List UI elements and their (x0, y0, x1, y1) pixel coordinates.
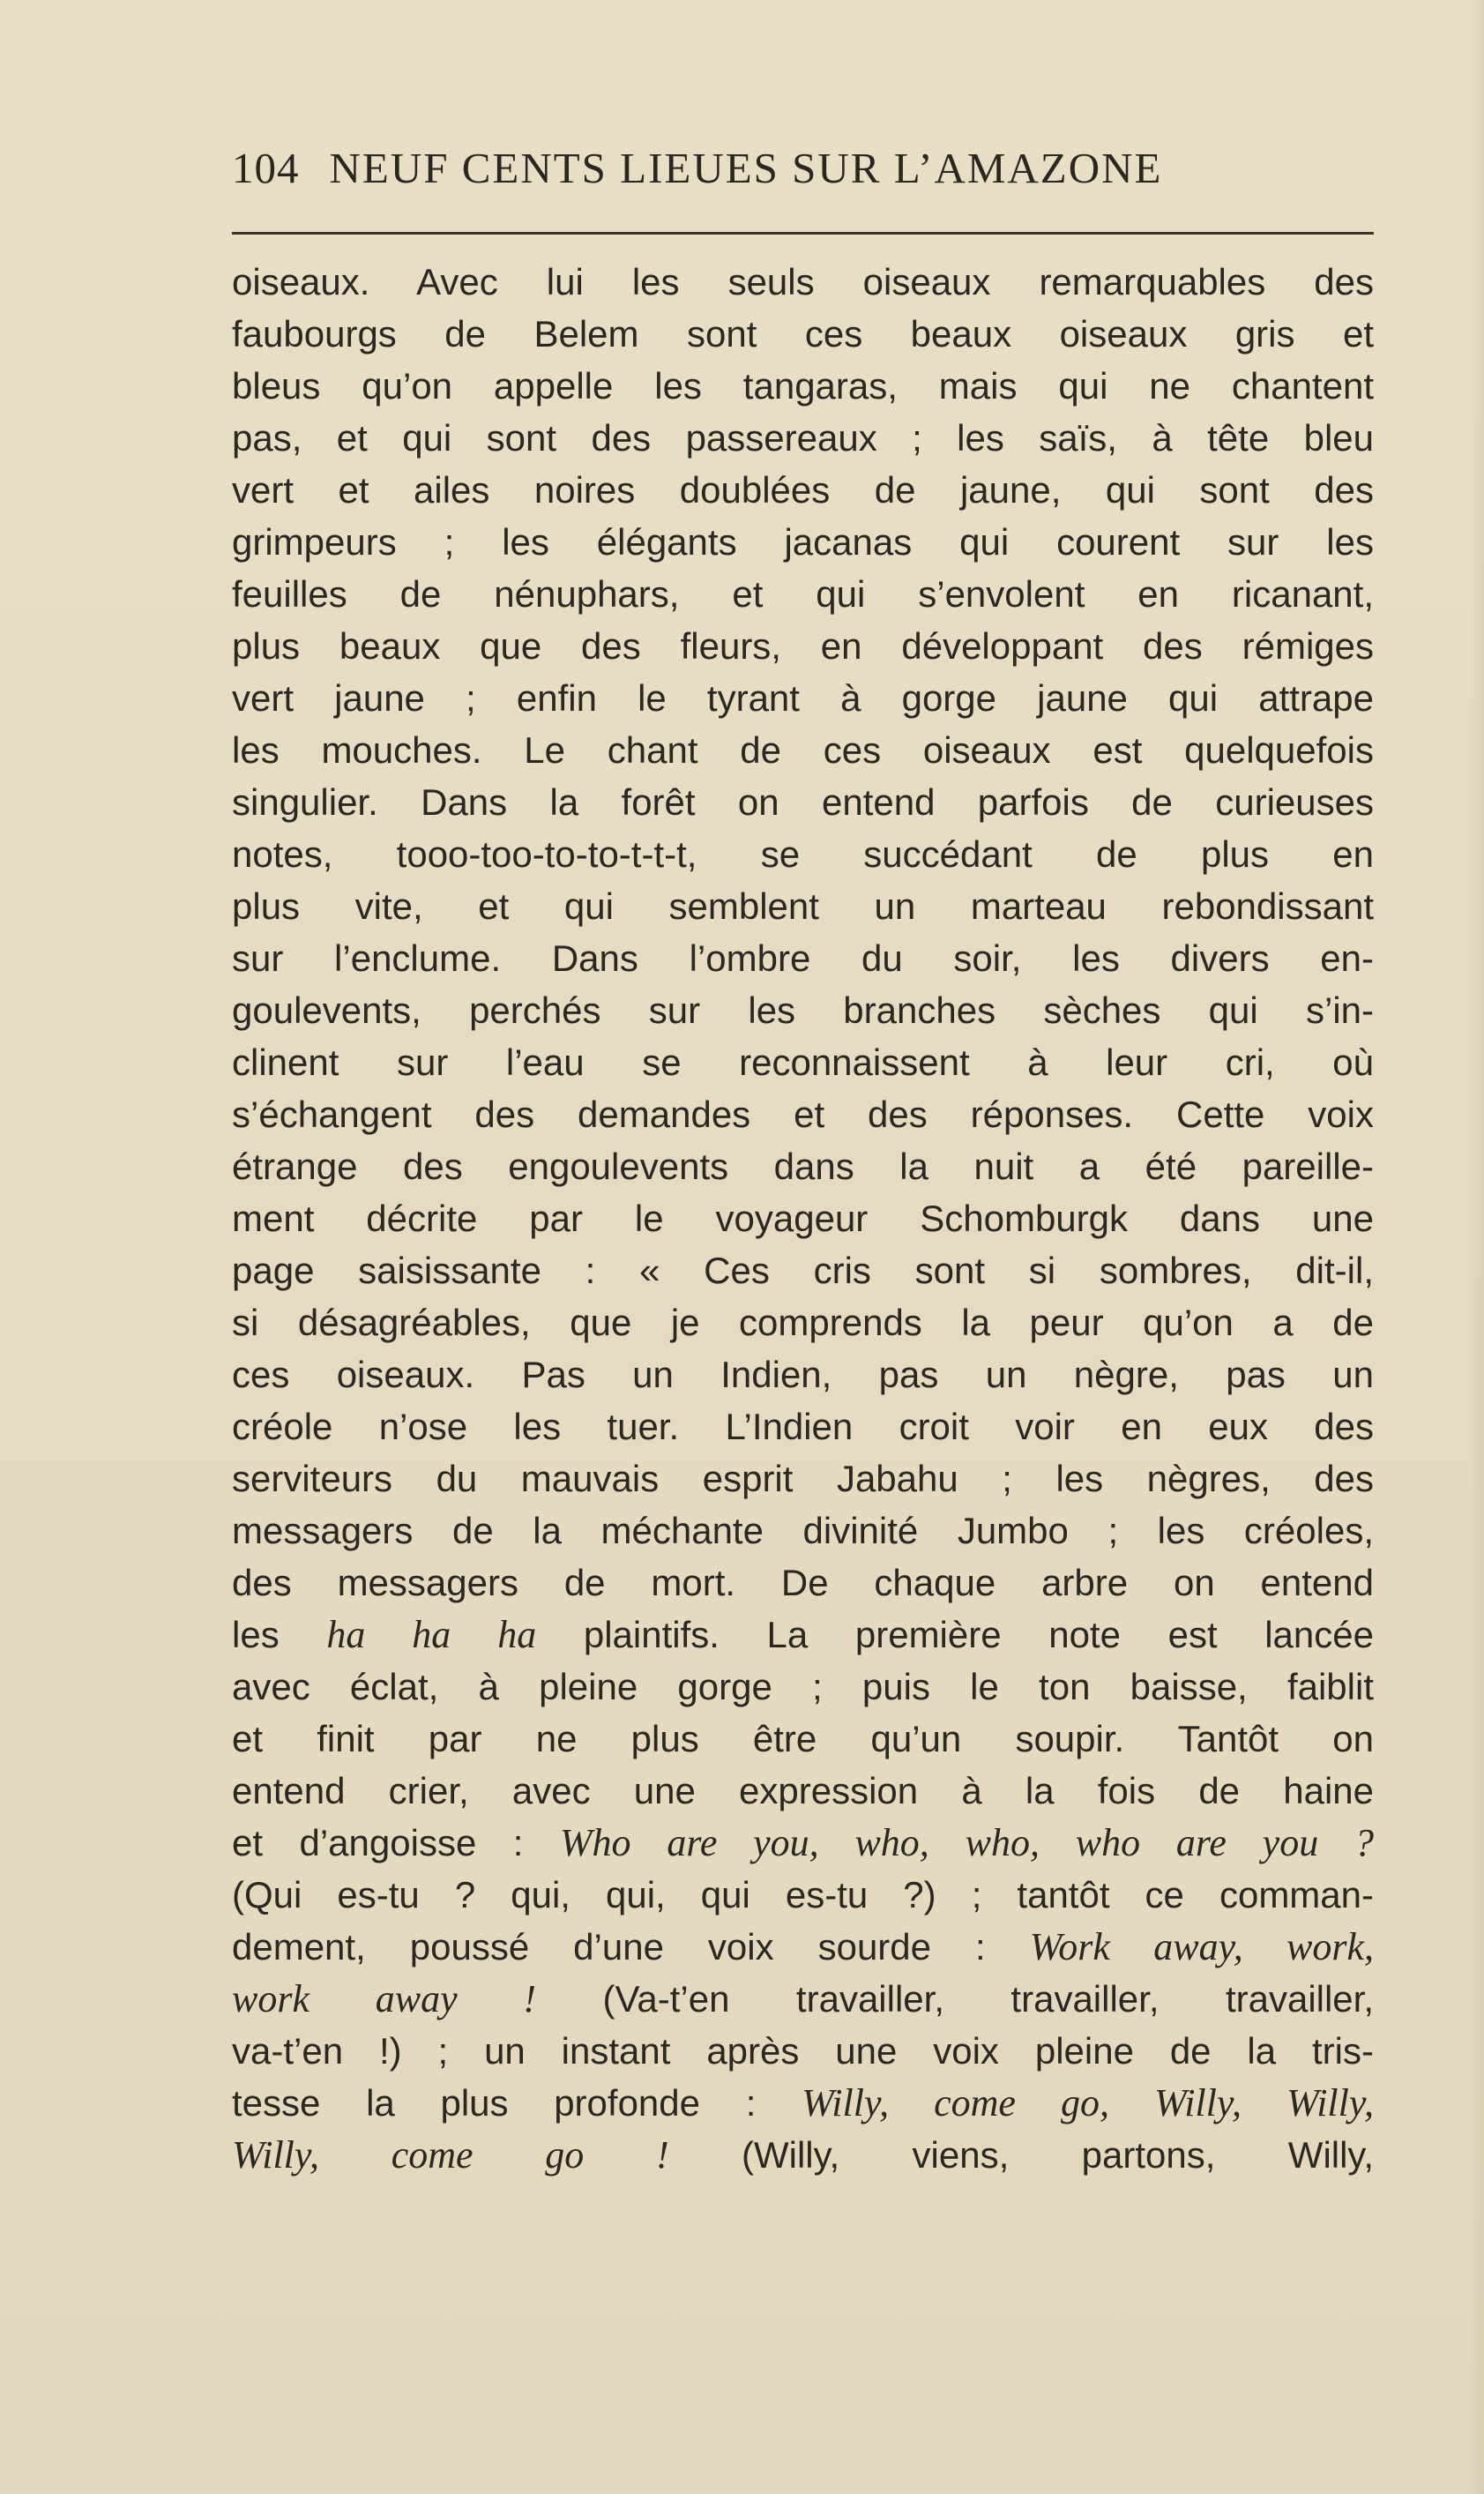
text-line: clinent sur l’eau se reconnaissent à leur cri, où (232, 1042, 1374, 1083)
text-line: si désagréables, que je comprends la peur qu’on a de (232, 1302, 1374, 1343)
text-line: oiseaux. Avec lui les seuls oiseaux remarquables des (232, 261, 1374, 302)
text-line: grimpeurs ; les élégants jacanas qui courent sur les (232, 521, 1374, 563)
italic-run: Work away, work, (1029, 1925, 1374, 1968)
text-line: ment décrite par le voyageur Schomburgk dans une (232, 1198, 1374, 1239)
text-line: messagers de la méchante divinité Jumbo ; les créoles, (232, 1510, 1374, 1551)
text-line-who (232, 1817, 1374, 1869)
text-line: bleus qu’on appelle les tangaras, mais qui ne chantent (232, 365, 1374, 407)
text-line-haha (232, 1609, 1374, 1661)
text-line: notes, tooo-too-to-to-t-t-t, se succédant de plus en (232, 833, 1374, 875)
text-line: page saisissante : « Ces cris sont si sombres, dit-il, (232, 1250, 1374, 1291)
text-line: plus vite, et qui semblent un marteau rebondissant (232, 885, 1374, 927)
text-run: dement, poussé d’une voix sourde : (232, 1926, 1030, 1968)
text-line: des messagers de mort. De chaque arbre on entend (232, 1562, 1374, 1603)
text-run: tesse la plus profonde : (232, 2082, 802, 2124)
text-line: sur l’enclume. Dans l’ombre du soir, les divers en- (232, 937, 1374, 979)
text-run: (Willy, viens, partons, Willy, (668, 2134, 1374, 2176)
page-number: 104 (232, 144, 300, 192)
body-text (232, 256, 1374, 2181)
text-line: singulier. Dans la forêt on entend parfois de curieuses (232, 781, 1374, 823)
text-line: serviteurs du mauvais esprit Jabahu ; les nègres, des (232, 1458, 1374, 1499)
text-line: plus beaux que des fleurs, en développant des rémiges (232, 625, 1374, 667)
text-run: (Va-t’en travailler, travailler, travailler, (536, 1978, 1374, 2020)
page-header (232, 143, 1374, 213)
text-line: créole n’ose les tuer. L’Indien croit voir en eux des (232, 1406, 1374, 1447)
italic-run: work away ! (232, 1977, 537, 2020)
text-line: entend crier, avec une expression à la fois de haine (232, 1770, 1374, 1811)
text-line: pas, et qui sont des passereaux ; les saïs, à tête bleu (232, 417, 1374, 459)
page-edge-shadow (1468, 0, 1484, 2494)
text-line: goulevents, perchés sur les branches sèches qui s’in- (232, 989, 1374, 1031)
text-line: vert jaune ; enfin le tyrant à gorge jaune qui attrape (232, 677, 1374, 719)
text-line-work1 (232, 1921, 1374, 1973)
text-run: et d’angoisse : (232, 1822, 560, 1863)
text-line: vert et ailes noires doublées de jaune, qui sont des (232, 469, 1374, 511)
text-line-willy2 (232, 2129, 1374, 2181)
text-run: plaintifs. La première note est lancée (536, 1614, 1374, 1655)
text-line-work2 (232, 1973, 1374, 2025)
text-line: avec éclat, à pleine gorge ; puis le ton baisse, faiblit (232, 1666, 1374, 1707)
text-run: les (232, 1614, 327, 1655)
header-rule (232, 232, 1374, 235)
italic-run: ha ha ha (326, 1613, 537, 1656)
text-line: s’échangent des demandes et des réponses. Cette voix (232, 1094, 1374, 1135)
italic-run: Willy, come go, Willy, Willy, (802, 2081, 1374, 2124)
text-line: faubourgs de Belem sont ces beaux oiseaux gris et (232, 313, 1374, 355)
text-line: et finit par ne plus être qu’un soupir. Tantôt on (232, 1718, 1374, 1759)
text-line: les mouches. Le chant de ces oiseaux est quelquefois (232, 729, 1374, 771)
text-line: feuilles de nénuphars, et qui s’envolent en ricanant, (232, 573, 1374, 615)
text-line: (Qui es-tu ? qui, qui, qui es-tu ?) ; tantôt ce comman- (232, 1874, 1374, 1915)
italic-run: Who are you, who, who, who are you ? (559, 1821, 1374, 1864)
text-line: étrange des engoulevents dans la nuit a été pareille- (232, 1146, 1374, 1187)
text-line-willy1 (232, 2077, 1374, 2129)
text-line: ces oiseaux. Pas un Indien, pas un nègre, pas un (232, 1354, 1374, 1395)
text-line: va-t’en !) ; un instant après une voix pleine de la tris- (232, 2030, 1374, 2072)
running-title: NEUF CENTS LIEUES SUR L’AMAZONE (329, 144, 1163, 192)
italic-run: Willy, come go ! (232, 2133, 669, 2177)
